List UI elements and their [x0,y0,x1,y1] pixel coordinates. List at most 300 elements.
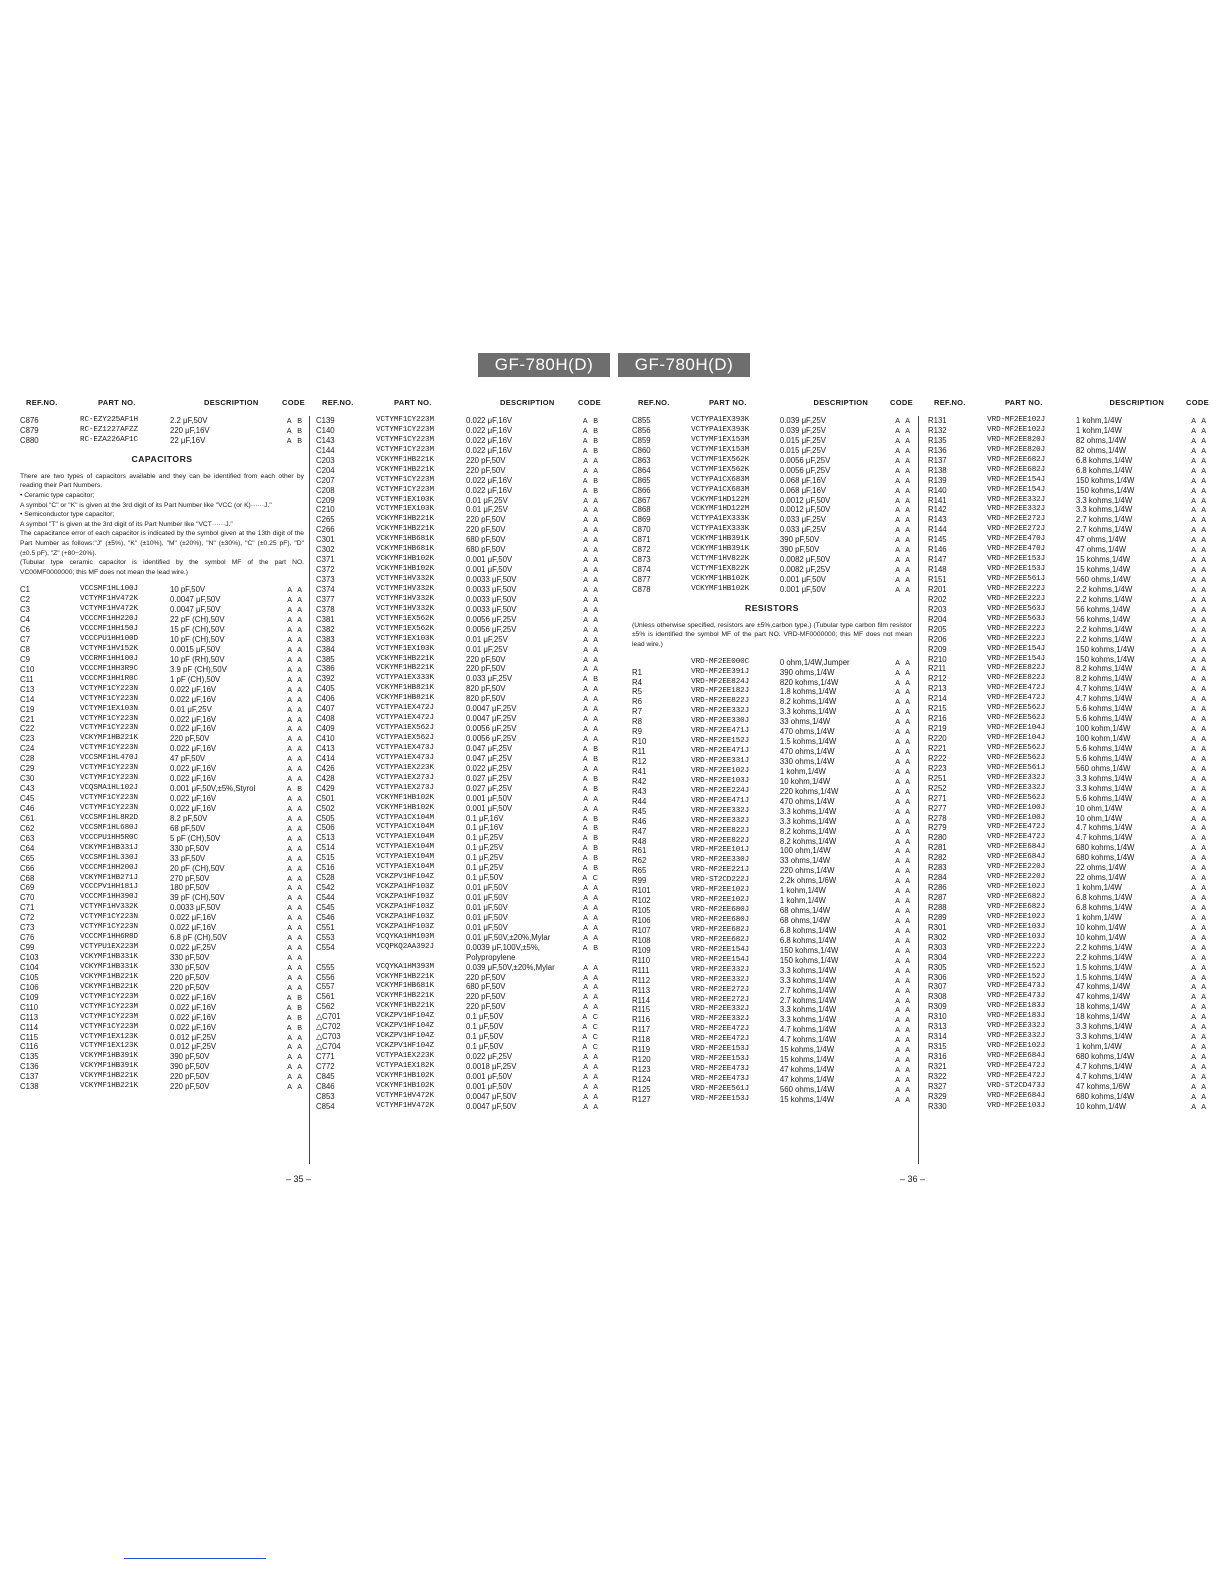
table-row [632,976,912,986]
ref-no: R138 [928,465,947,475]
code: A A [287,754,304,764]
part-no: VRD-MF2EE183J [987,1012,1046,1021]
ref-no: C8 [20,644,30,654]
table-row [928,575,1208,585]
footer-rule [124,1558,266,1559]
code: A A [895,945,912,955]
part-no: VCKYMF1HB221K [80,982,138,991]
table-row [928,645,1208,655]
code: A A [1191,535,1208,545]
description: 1 kohm,1/4W [779,766,826,776]
code: A A [1191,435,1208,445]
ref-no: C7 [20,635,30,645]
table-row [632,757,912,767]
note-line: • Semiconductor type capacitor; [20,511,115,519]
description: 4.7 kohms,1/4W [1075,1061,1133,1071]
code: A A [287,714,304,724]
description: 820 pF,50V [466,694,506,704]
part-no: VCCSMF1HL470J [80,754,138,763]
table-row [316,724,600,734]
description: 10 kohm,1/4W [1075,932,1127,942]
table-row [20,605,304,615]
table-row [20,854,304,864]
description: 3.3 kohms,1/4W [1075,1032,1133,1042]
code: A B [582,783,600,793]
ref-no: R47 [632,826,647,836]
description: 0.01 μF,50V [466,902,508,912]
description: 470 ohms,1/4W [779,796,835,806]
ref-no: C859 [632,435,651,445]
ref-no: △C704 [316,1042,341,1052]
code: A A [1191,1012,1208,1022]
description: 6.8 pF (CH),50V [170,933,227,943]
code: A A [1191,475,1208,485]
ref-no: C105 [20,972,39,982]
part-no: VRD-MF2EE154J [987,644,1046,653]
code: A A [583,664,600,674]
description: 0.001 μF,50V [466,1081,513,1091]
ref-no: R304 [928,952,947,962]
parts-list [20,585,304,1092]
ref-no: R41 [632,766,647,776]
part-no: VCTYPA1CX683M [691,475,750,484]
ref-no: R308 [928,992,947,1002]
ref-no: C514 [316,843,335,853]
description: 8.2 kohms,1/4W [779,697,837,707]
ref-no: C555 [316,962,335,972]
parts-list [316,416,600,1112]
description: 220 pF,50V [170,734,210,744]
table-row [928,525,1208,535]
table-row [632,876,912,886]
table-row [632,846,912,856]
code: A A [895,485,912,495]
part-no: VRD-MF2EE472J [987,684,1046,693]
part-no: VRD-MF2EE473J [691,1075,750,1084]
ref-no: C864 [632,465,651,475]
part-no: VCTYMF1EX103K [376,495,434,504]
description: 820 pF,50V [466,684,506,694]
part-no: VRD-ST2CD222J [691,876,750,885]
part-no: VRD-MF2EE332J [691,1005,750,1014]
table-row [928,585,1208,595]
code: A A [895,816,912,826]
code: A A [1191,604,1208,614]
part-no: VCQPKQ2AA392J [376,942,434,951]
description: 0.022 μF,16V [170,684,217,694]
part-no: VRD-MF2EE222J [987,624,1046,633]
table-row [928,814,1208,824]
part-no: VRD-MF2EE332J [987,1032,1046,1041]
ref-no: C302 [316,545,335,555]
resistor-notes: (Unless otherwise specified, resistors are ±5%,carbon type.) (Tubular type carbon film resistor ±5% is identified the symbol MF of the part NO. VRD-MF0000000; this MF does not mean lead wire.) [632,621,912,649]
description: 10 ohm,1/4W [1075,813,1123,823]
part-no: VRD-MF2EE682J [691,935,750,944]
table-row [20,436,304,446]
description: 5.6 kohms,1/4W [1075,753,1133,763]
description: 8.2 kohms,1/4W [1075,674,1133,684]
table-row [928,535,1208,545]
part-no: VRD-MF2EE332J [987,505,1046,514]
table-row [20,1062,304,1072]
code: A A [1191,1101,1208,1111]
ref-no: C384 [316,644,335,654]
ref-no: R301 [928,922,947,932]
part-no: VCTYPA1EX393K [691,425,750,434]
table-row [316,664,600,674]
code: A A [583,455,600,465]
description: 0.001 μF,50V [466,565,513,575]
part-no: VRD-MF2EE182J [691,687,750,696]
table-row [20,844,304,854]
table-row [928,963,1208,973]
description: 22 ohms,1/4W [1075,873,1127,883]
table-row [316,1062,600,1072]
description: 0.0056 μF,25V [779,455,831,465]
code: A A [583,624,600,634]
ref-no: C207 [316,475,335,485]
description: 8.2 kohms,1/4W [779,836,837,846]
description: 3.3 kohms,1/4W [779,1005,837,1015]
table-row [632,446,912,456]
note-line: (Tubular type ceramic capacitor is identified by the symbol MF of the part NO. VC00MF0000000; this MF does not mean the lead wire.) [20,559,304,576]
description: 4.7 kohms,1/4W [1075,1071,1133,1081]
code: A A [895,886,912,896]
ref-no: R204 [928,614,947,624]
table-row [632,866,912,876]
part-no: VCKYMF1HB221K [376,465,434,474]
code: A A [895,876,912,886]
table-row [928,883,1208,893]
code: A A [583,922,600,932]
description: 0.039 μF,25V [779,416,826,425]
table-row [20,953,304,963]
description: 0.1 μF,50V [466,1032,504,1042]
description: 15 kohms,1/4W [1075,565,1131,575]
ref-no: R313 [928,1022,947,1032]
description: 15 pF (CH),50V [170,625,225,635]
ref-no: C544 [316,893,335,902]
ref-no: R108 [632,935,651,945]
ref-no: R114 [632,995,651,1005]
part-no: VCCCPU1HH5R0C [80,833,138,842]
table-row [632,575,912,585]
ref-no: R117 [632,1025,651,1035]
code: A A [895,985,912,995]
code: A A [1191,684,1208,694]
part-no: VCTYMF1HV332K [376,575,434,583]
table-row [316,496,600,506]
part-no: VRD-MF2EE470J [987,535,1046,544]
header-ref: REF.NO. [934,398,966,407]
ref-no: C374 [316,584,335,594]
ref-no: R205 [928,624,947,634]
table-row [632,1005,912,1015]
description: 0.022 μF,16V [170,1022,217,1032]
description: 3.3 kohms,1/4W [1075,773,1133,783]
description: 0.0047 μF,50V [466,1101,517,1111]
code: A A [895,806,912,816]
part-no: VRD-MF2EE332J [987,495,1046,504]
part-no: VCTYPA1CX104M [376,813,434,822]
table-row [928,664,1208,674]
table-row [20,1042,304,1052]
ref-no: R280 [928,833,947,843]
part-no: VCKYMF1HB102K [376,803,434,812]
ref-no: C140 [316,425,335,435]
table-row [928,853,1208,863]
table-row [316,585,600,595]
description: 0.022 μF,16V [170,694,217,704]
header-desc: DESCRIPTION [500,398,555,407]
table-row [20,913,304,923]
code: A A [287,644,304,654]
table-row [632,585,912,595]
part-no: VCTYPA1CX104M [376,823,434,832]
code: A A [1191,962,1208,972]
part-no: VRD-MF2EE562J [987,753,1046,762]
table-row [928,545,1208,555]
table-row [316,535,600,545]
ref-no: C63 [20,833,35,843]
code: A A [583,565,600,575]
code: A B [286,992,304,1002]
code: A A [1191,883,1208,893]
model-label-left: GF-780H(D) [478,353,610,377]
part-no: VCTYPA1EX472J [376,704,434,713]
description: 1.5 kohms,1/4W [1075,962,1133,972]
parts-column-1 [20,398,304,1168]
ref-no: R43 [632,786,647,796]
description: 100 kohm,1/4W [1075,724,1131,734]
description: 56 kohms,1/4W [1075,614,1131,624]
ref-no: R132 [928,425,947,435]
description: 0.022 μF,16V [170,724,217,734]
code: A A [1191,704,1208,714]
part-no: VRD-MF2EE471J [691,747,750,756]
table-row [928,684,1208,694]
part-no: VCCRMF1HH100J [80,654,138,663]
description: 220 pF,50V [466,992,506,1002]
ref-no: R330 [928,1101,947,1111]
table-row [632,966,912,976]
description: 4.7 kohms,1/4W [779,1035,837,1045]
table-row [316,823,600,833]
part-no: VCTYMF1CY223M [376,485,434,494]
part-no: VCCCMF1HH3R9C [80,664,138,673]
description: 0.001 μF,50V [466,555,513,565]
description: 220 pF,50V [466,515,506,525]
part-no: VCKZPA1HF103Z [376,922,434,931]
table-row [20,705,304,715]
code: A A [1191,972,1208,982]
part-no: VRD-MF2EE104J [987,724,1046,733]
table-row [632,827,912,837]
description: 390 pF,50V [170,1062,210,1072]
table-row [316,883,600,893]
table-row [928,704,1208,714]
table-row [316,595,600,605]
table-row [928,1092,1208,1102]
description: 2.7 kohms,1/4W [1075,525,1133,535]
part-no: VCTYPU1EX223M [80,943,138,952]
part-no: VRD-MF2EE684J [987,853,1046,862]
code: A A [1191,1081,1208,1091]
code: A A [895,975,912,985]
ref-no: R105 [632,906,651,916]
part-no: VCTYMF1CY223N [80,744,138,753]
part-no: VCKYMF1HB221K [376,972,434,981]
ref-no: R279 [928,823,947,833]
description: 3.3 kohms,1/4W [1075,783,1133,793]
table-row [632,787,912,797]
part-no: VCTYPA1EX223K [376,1052,434,1060]
ref-no: R46 [632,816,647,826]
description: 0.0082 μF,50V [779,555,831,565]
code: A A [583,495,600,505]
part-no: VRD-MF2EE102J [691,886,750,895]
ref-no: R271 [928,793,947,803]
description: 390 ohms,1/4W [779,667,835,677]
ref-no: C410 [316,734,335,743]
ref-no: C414 [316,753,335,763]
part-no: VCTYMF1CY223N [80,724,138,733]
ref-no: C266 [316,525,335,535]
code: A B [286,435,304,445]
part-no: VRD-MF2EE154J [691,955,750,964]
ref-no: C109 [20,992,39,1002]
ref-no: C23 [20,734,35,744]
code: A A [895,717,912,727]
description: 1 kohm,1/4W [779,886,826,896]
code: A A [287,843,304,853]
table-row [928,456,1208,466]
part-no: VRD-MF2EE332J [691,965,750,974]
code: A A [895,1065,912,1075]
code: A A [895,1094,912,1104]
description: 0.022 μF,16V [170,1012,217,1022]
part-no: VRD-MF2EE682J [987,902,1046,911]
ref-no: C73 [20,923,35,933]
description: 220 μF,16V [170,425,210,435]
table-row [20,764,304,774]
part-no: VCTYMF1HV472K [80,595,138,604]
part-no: VRD-MF2EE820J [987,445,1046,454]
code: A A [583,763,600,773]
table-row [316,1012,600,1022]
description: 0.01 μF,25V [466,644,508,654]
table-row [20,814,304,824]
ref-no: C70 [20,893,35,903]
part-no: VRD-MF2EE471J [691,727,750,736]
part-no: VCKZPV1HF104Z [376,1012,434,1021]
description: 0.0033 μF,50V [466,604,517,614]
table-row [316,1052,600,1062]
ref-no: R305 [928,962,947,972]
ref-no: C553 [316,932,335,942]
table-row [316,1032,600,1042]
table-header [316,398,600,412]
table-row [632,1065,912,1075]
ref-no: C115 [20,1032,39,1042]
ref-no: C385 [316,654,335,664]
code: A A [287,664,304,674]
ref-no: R110 [632,955,651,965]
parts-column-2 [316,398,600,1168]
code: A A [583,465,600,475]
ref-no: R101 [632,886,651,896]
ref-no: C3 [20,605,30,615]
ref-no: C871 [632,535,651,545]
description: 0.0047 μF,50V [170,605,221,615]
code: A A [1191,942,1208,952]
code: A A [895,737,912,747]
description: 2.7 kohms,1/4W [779,985,837,995]
ref-no: R45 [632,806,647,816]
part-no: VCTYPA1EX393K [691,416,750,424]
table-row [632,678,912,688]
code: A A [583,545,600,555]
part-no: VCKYMF1HB221K [80,1082,138,1091]
description: 10 pF (RH),50V [170,654,225,664]
part-no: VRD-MF2EE331J [691,757,750,766]
code: A A [1191,525,1208,535]
part-no: VRD-MF2EE682J [987,465,1046,474]
description: 0.0012 μF,50V [779,505,831,515]
code: A B [582,485,600,495]
table-row [316,903,600,913]
part-no: VCTYPA1EX273J [376,783,434,792]
table-row [928,992,1208,1002]
table-row [316,843,600,853]
part-no: VRD-MF2EE332J [987,1022,1046,1031]
table-row [928,784,1208,794]
code: A A [895,575,912,584]
code: A A [287,883,304,893]
part-no: VCCCMF1HH220J [80,615,138,624]
code: A B [582,853,600,863]
code: A B [286,416,304,425]
table-row [928,1102,1208,1112]
page-number-right: – 36 – [900,1174,926,1184]
description: 0.0047 μF,50V [170,595,221,605]
ref-no: C137 [20,1072,39,1082]
table-row [928,982,1208,992]
ref-no: C502 [316,803,335,813]
part-no: VCKZPA1HF103Z [376,883,434,892]
code: A B [582,416,600,425]
code: A A [583,644,600,654]
part-no: VCCCPV1HH181J [80,883,138,892]
table-row [316,853,600,863]
part-no: VCKYMF1HB391K [691,545,750,554]
ref-no: C19 [20,704,35,714]
ref-no: R48 [632,836,647,846]
part-no: VCKYMF1HB681K [376,535,434,544]
description: 220 ohms,1/4W [779,866,835,876]
ref-no: C143 [316,435,335,445]
part-no: VCTYPA1EX562J [376,724,434,733]
code: A B [286,1002,304,1012]
code: A A [1191,575,1208,584]
part-no: VRD-MF2EE824J [691,677,750,686]
ref-no: R322 [928,1071,947,1081]
part-no: VCTYMF1EX153M [691,445,750,454]
table-row [632,936,912,946]
header-code: CODE [282,398,305,407]
table-row [316,1102,600,1112]
part-no: VCQYKA1HM103M [376,932,434,941]
